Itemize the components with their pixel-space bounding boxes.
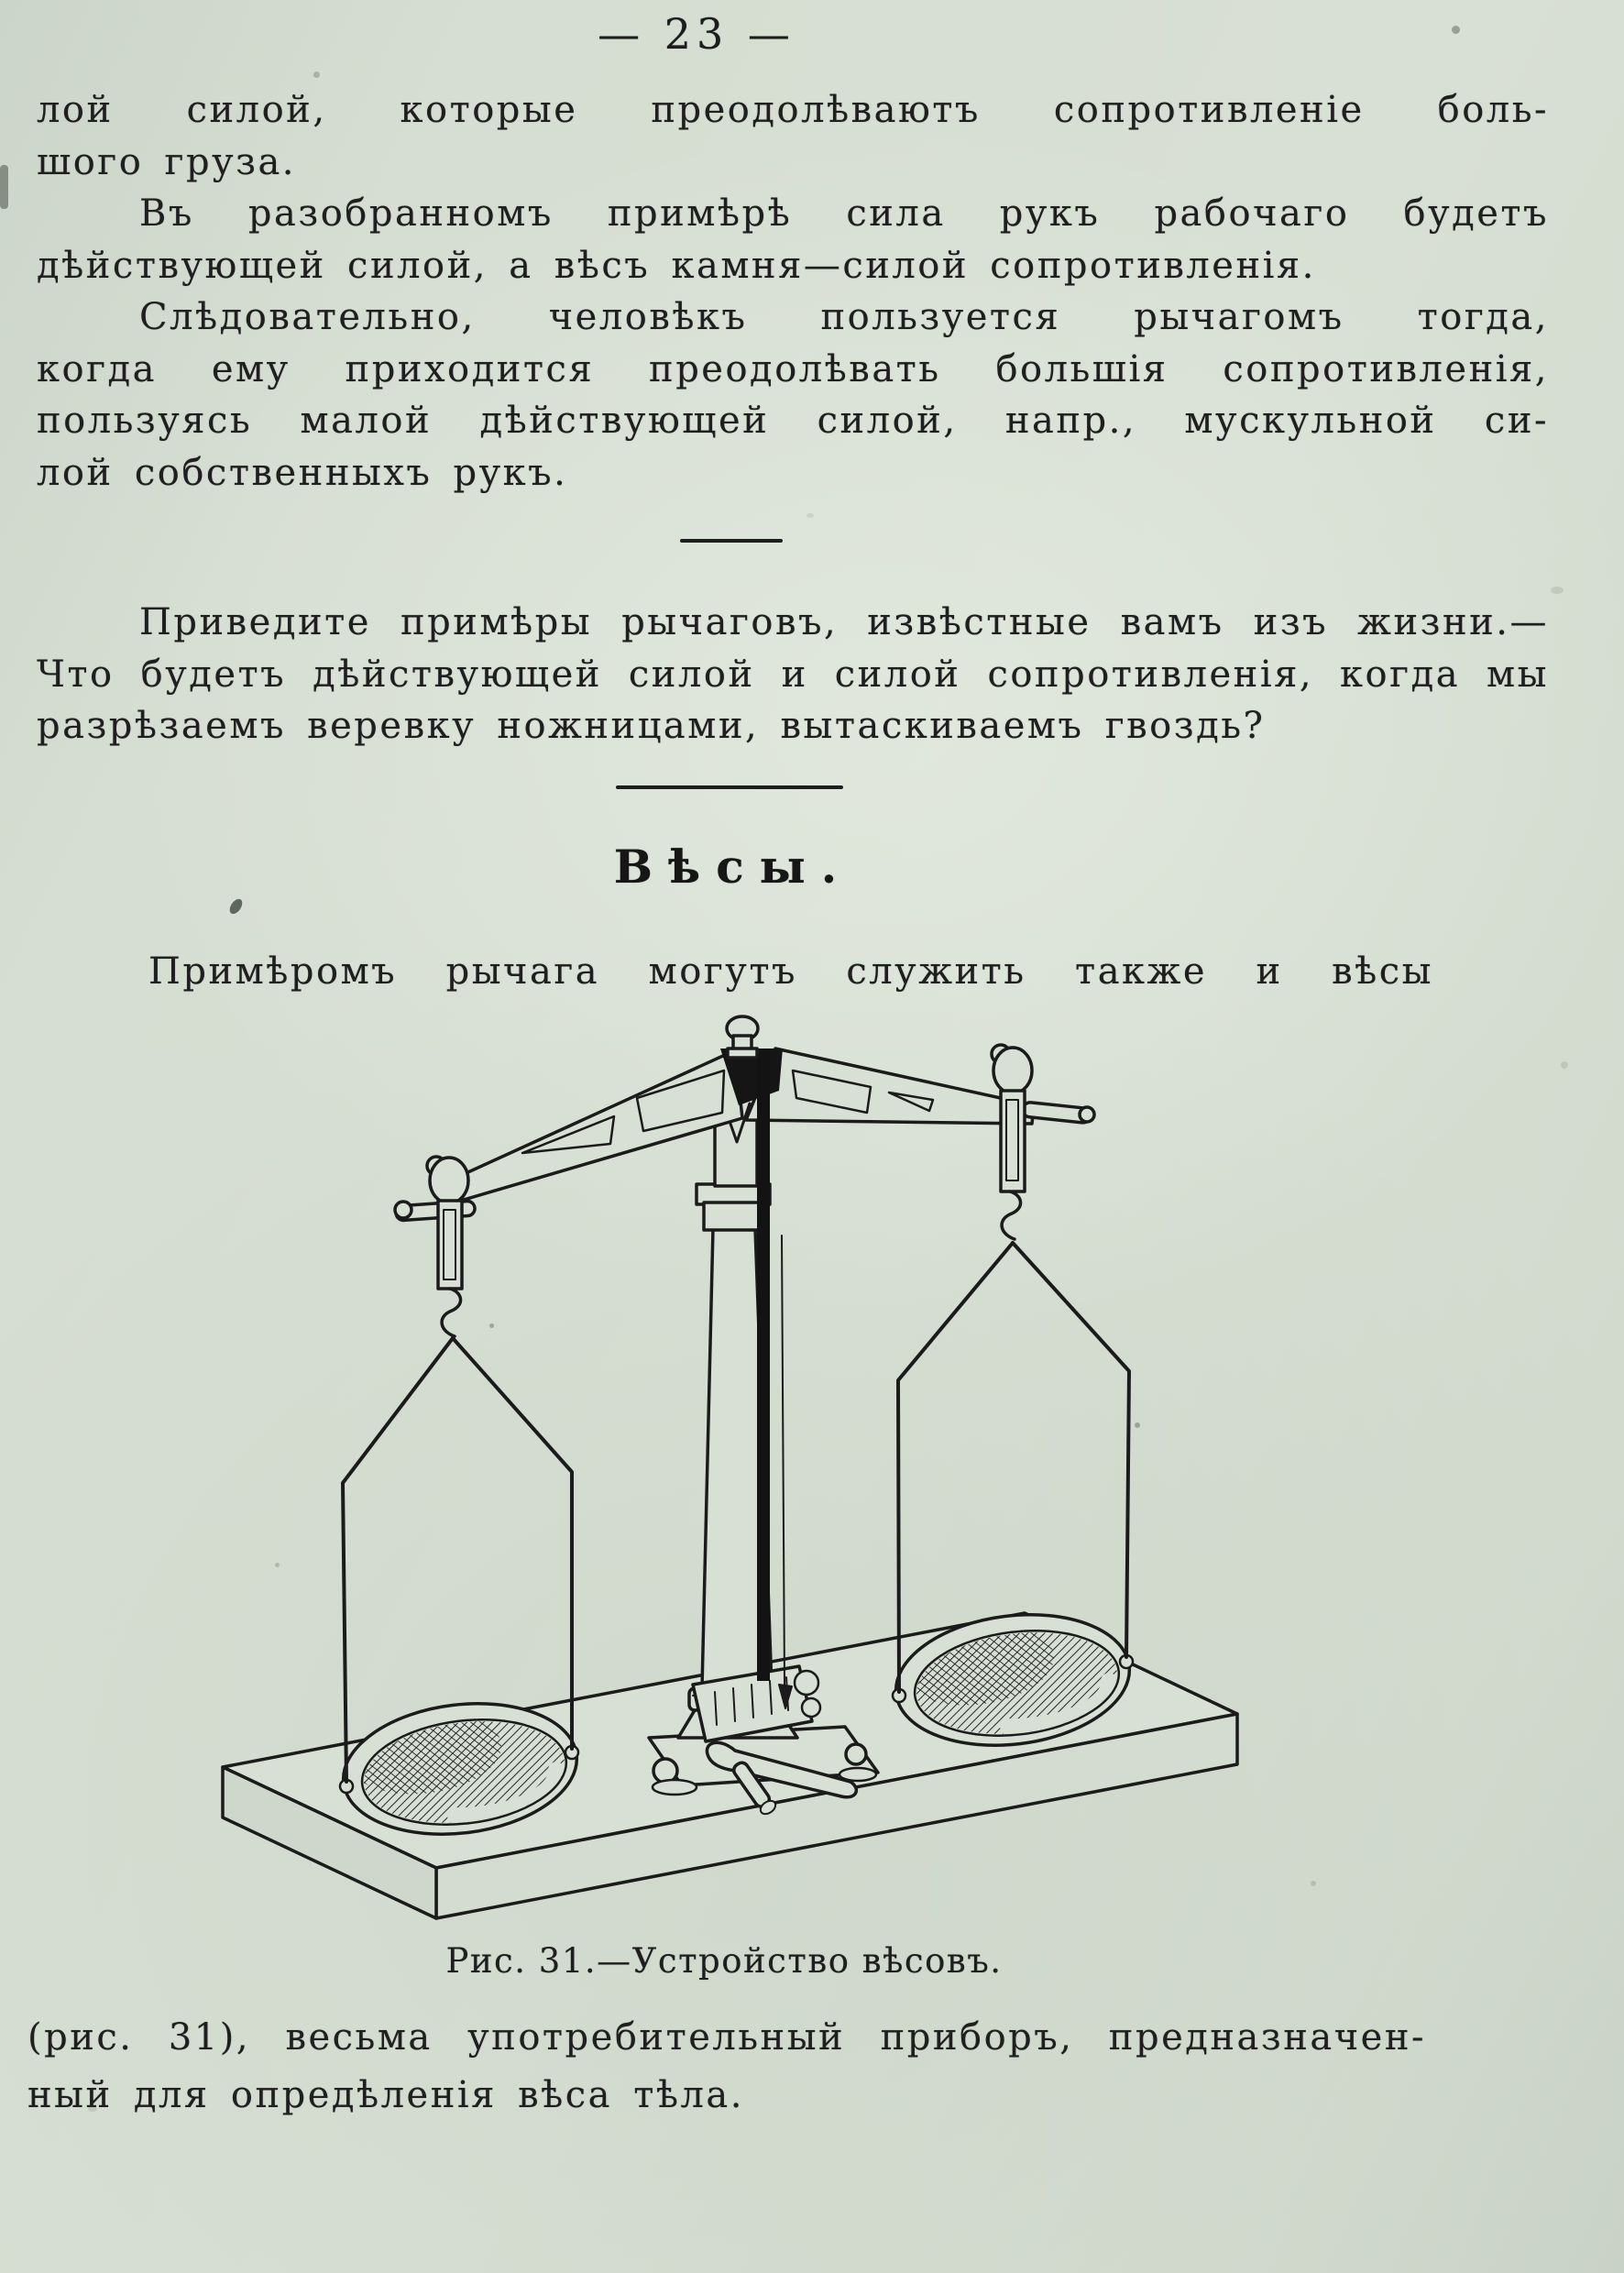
figure-caption: Рис. 31.—Устройство вѣсовъ.: [445, 1941, 1003, 1981]
section-divider: [616, 785, 843, 789]
section-heading: Вѣсы.: [613, 840, 853, 894]
text-line: пользуясь малой дѣйствующей силой, напр., мускульной си-: [37, 400, 1549, 442]
page-number: — 23 —: [598, 9, 796, 59]
paragraph-questions: [37, 597, 1549, 752]
paragraph-closing: [27, 2009, 1426, 2125]
text-line: шого груза.: [37, 140, 296, 183]
paragraph-levers: [37, 84, 1549, 499]
text-line: (рис. 31), весьма употребительный приборъ, предназначен-: [27, 2016, 1426, 2059]
text-line: Слѣдовательно, человѣкъ пользуется рычагомъ тогда,: [139, 296, 1549, 338]
right-hanger: [898, 1045, 1129, 1692]
figure-balance-scale: [137, 1006, 1512, 1937]
paragraph-intro: [37, 946, 1433, 998]
text-line: когда ему приходится преодолѣвать большія сопротивленія,: [37, 347, 1549, 390]
text-line: лой силой, которые преодолѣваютъ сопротивленіе боль-: [37, 89, 1549, 131]
pointer-needle: [757, 1049, 770, 1681]
text-line: Приведите примѣры рычаговъ, извѣстные вамъ изъ жизни.—: [139, 601, 1549, 643]
section-divider: [680, 539, 783, 543]
column: [678, 1184, 797, 1738]
text-line: Въ разобранномъ примѣрѣ сила рукъ рабочаго будетъ: [139, 192, 1549, 235]
ink-blot: [228, 897, 245, 917]
left-hanger: [343, 1157, 572, 1782]
plumb-line: [779, 1235, 792, 1708]
balance-scale-drawing: [137, 1006, 1512, 1937]
text-line: ный для опредѣленія вѣса тѣла.: [27, 2074, 744, 2116]
text-line: дѣйствующей силой, а вѣсъ камня—силой сопротивленія.: [37, 244, 1316, 287]
text-line: Что будетъ дѣйствующей силой и силой сопротивленія, когда мы: [37, 653, 1549, 696]
text-line: лой собственныхъ рукъ.: [37, 451, 568, 494]
text-line: Примѣромъ рычага могутъ служить также и вѣсы: [148, 950, 1433, 993]
finial: [727, 1016, 758, 1058]
text-line: разрѣзаемъ веревку ножницами, вытаскиваемъ гвоздь?: [37, 705, 1266, 747]
